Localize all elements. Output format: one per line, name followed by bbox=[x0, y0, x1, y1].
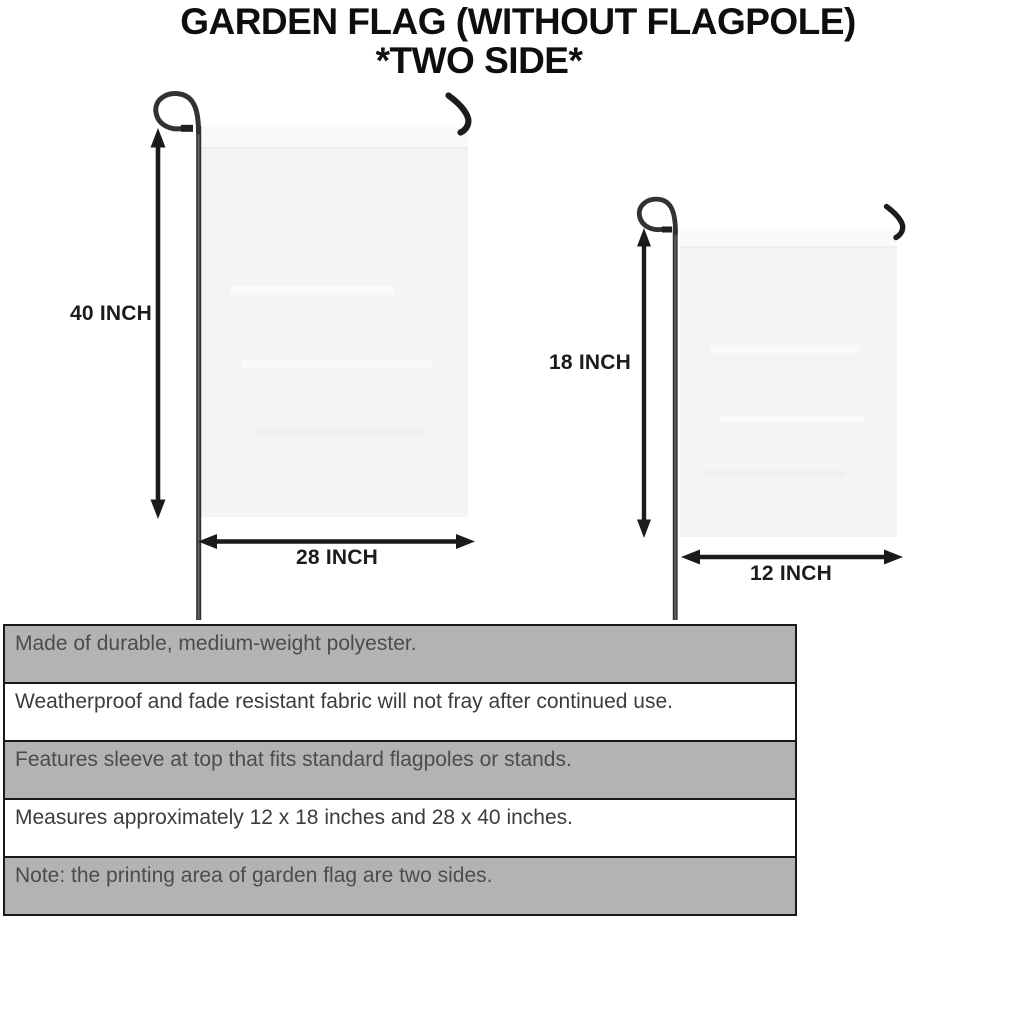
feature-row: Features sleeve at top that fits standard flagpoles or stands. bbox=[5, 740, 795, 798]
feature-row: Note: the printing area of garden flag are two sides. bbox=[5, 856, 795, 914]
feature-row: Weatherproof and fade resistant fabric will not fray after continued use. bbox=[5, 682, 795, 740]
large-flag-fabric bbox=[197, 127, 468, 517]
large-flag-width-label: 28 INCH bbox=[296, 546, 378, 569]
small-flag-pole bbox=[673, 227, 678, 620]
feature-row: Made of durable, medium-weight polyester. bbox=[5, 626, 795, 682]
large-hanger-hook-icon bbox=[449, 96, 469, 133]
small-flag-width-label: 12 INCH bbox=[750, 562, 832, 585]
large-flag-sleeve bbox=[197, 127, 468, 148]
feature-table bbox=[3, 624, 797, 916]
large-flag-pole bbox=[196, 126, 201, 620]
small-flag-illustration bbox=[637, 199, 903, 620]
page-title-line2: *TWO SIDE* bbox=[375, 40, 583, 81]
small-height-arrow bbox=[637, 228, 651, 538]
small-flag-fabric bbox=[680, 229, 897, 537]
small-flag-height-label: 18 INCH bbox=[549, 351, 631, 374]
feature-row: Measures approximately 12 x 18 inches and 28 x 40 inches. bbox=[5, 798, 795, 856]
large-flag-height-label: 40 INCH bbox=[70, 302, 152, 325]
small-flag-sleeve bbox=[680, 229, 897, 247]
page-title-line1: GARDEN FLAG (WITHOUT FLAGPOLE) bbox=[180, 1, 856, 42]
large-flag-illustration bbox=[151, 94, 476, 620]
